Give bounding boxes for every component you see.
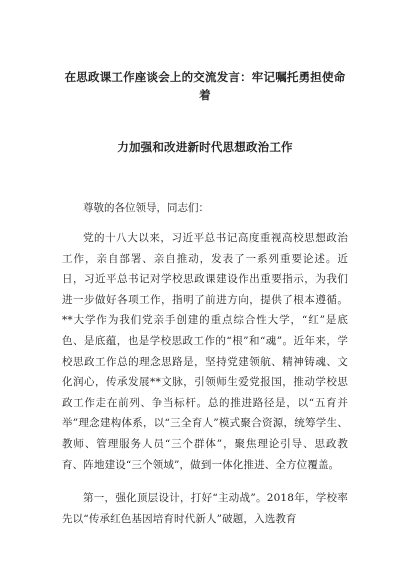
body-paragraph-2: 第一，强化顶层设计，打好“主动战”。2018年，学校率先以“传承红色基因培育时代新人”破题，入选教育 xyxy=(62,492,348,525)
salutation: 尊敬的各位领导，同志们： xyxy=(83,202,209,214)
body-paragraph-1: 党的十八大以来，习近平总书记高度重视高校思想政治工作，亲自部署、亲自推动，发表了一系列重要论述。近日，习近平总书记对学校思政课建设作出重要指示，为我们进一步做好各项工作，指明了前进方向，提供了根本遵循。**大学作为我们党亲手创建的重点综合性大学，“红”是底色、是底蕴，也是学校思政工作的“根”和“魂”。近年来，学校思政工作总的理念思路是，坚持党建领航、精神铸魂、文化润心，传承发展**文脉，引领师生爱党报国，推动学校思政工作走在前列、争当标杆。总的推进路径是，以“五育并举”理念建构体系，以“三全育人”模式聚合资源，统筹学生、教师、管理服务人员“三个群体”，聚焦理论引导、思政教育、阵地建设“三个领域”，做到一体化推进、全方位覆盖。 xyxy=(62,232,348,471)
document-title-line-2: 力加强和改进新时代思想政治工作 xyxy=(117,140,293,154)
document-title-line-1: 在思政课工作座谈会上的交流发言：牢记嘱托勇担使命着 xyxy=(64,70,346,102)
